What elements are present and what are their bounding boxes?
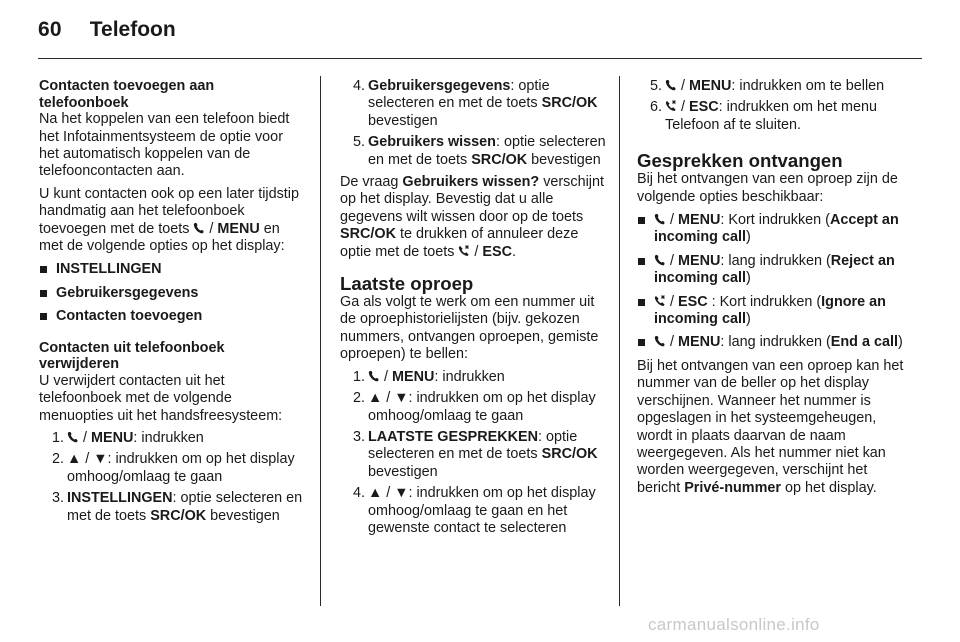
list-item: 5. Gebruikers wissen: optie selecteren en met de toets SRC/OK bevestigen [352, 134, 606, 168]
phone-hangup-icon [665, 99, 676, 116]
column-1 [39, 78, 305, 525]
paragraph: Bij het ontvangen van een oproep zijn de volgende opties beschikbaar: [637, 171, 898, 205]
phone-call-icon [654, 212, 665, 229]
paragraph: De vraag Gebruikers wissen? verschijnt op het display. Bevestig dat u alle gegevens wilt wissen door op de toets SRC/OK te drukken of annuleer deze optie met de toets / ESC. [340, 174, 604, 260]
column-2 [340, 78, 606, 537]
phone-call-icon [654, 253, 665, 270]
page-title: Telefoon [89, 18, 176, 41]
column-divider-1 [320, 76, 321, 606]
phone-hangup-icon [458, 244, 469, 261]
list-item: Gebruikersgegevens [39, 285, 305, 302]
paragraph: U verwijdert contacten uit het telefoonboek met de volgende menuopties uit het handsfreesysteem: [39, 372, 283, 424]
phone-call-icon [67, 430, 78, 447]
list-item: 3. LAATSTE GESPREKKEN: optie selecteren en met de toets SRC/OK bevestigen [352, 428, 598, 480]
list-item: 6. / ESC: indrukken om het menu Telefoon af te sluiten. [649, 99, 877, 133]
paragraph: U kunt contacten ook op een later tijdstip handmatig aan het telefoonboek toevoegen met de toets / MENU en met de volgende opties op het display: [39, 185, 299, 255]
list-item: 5. / MENU: indrukken om te bellen [649, 78, 885, 94]
section-heading-last-call: Laatste oproep [340, 273, 474, 295]
list-item: / MENU: lang indrukken (Reject an incoming call) [637, 253, 907, 288]
list-item: Contacten toevoegen [39, 308, 305, 325]
list-item: 2. ▲ / ▼: indrukken om op het display omhoog/omlaag te gaan [352, 390, 596, 424]
phone-hangup-icon [654, 294, 665, 311]
phone-call-icon [665, 78, 676, 95]
paragraph: Bij het ontvangen van een oproep kan het nummer van de beller op het display verschijnen. Wanneer het nummer is opgeslagen in het systeemgeheugen, wordt in plaats daarvan de naam weergegeven. Als het nummer niet kan worden weergegeven, verschijnt het bericht Privé-nummer op het display. [637, 357, 904, 496]
list-item: 3. INSTELLINGEN: optie selecteren en met de toets SRC/OK bevestigen [51, 490, 303, 524]
list-item: / ESC : Kort indrukken (Ignore an incoming call) [637, 294, 907, 329]
phone-call-icon [193, 221, 204, 238]
section-heading-delete-contacts: Contacten uit telefoonboek verwijderen [39, 339, 225, 373]
column-divider-2 [619, 76, 620, 606]
list-item: / MENU: Kort indrukken (Accept an incoming call) [637, 212, 907, 247]
phone-call-icon [654, 334, 665, 351]
paragraph: Ga als volgt te werk om een nummer uit de oproephistorielijsten (bijv. gekozen nummers, ontvangen oproepen, gemiste oproepen) te bellen: [340, 294, 599, 363]
section-heading-add-contacts: Contacten toevoegen aan telefoonboek [39, 78, 215, 111]
list-item: / MENU: lang indrukken (End a call) [637, 334, 907, 351]
phone-call-icon [368, 369, 379, 386]
list-item: INSTELLINGEN [39, 261, 305, 278]
list-item: 1. / MENU: indrukken [51, 430, 204, 447]
list-item: 4. Gebruikersgegevens: optie selecteren en met de toets SRC/OK bevestigen [352, 78, 598, 129]
paragraph: Na het koppelen van een telefoon biedt het Infotainmentsysteem de optie voor het automatisch koppelen van de telefooncontacten aan. [39, 111, 290, 180]
list-item: 4. ▲ / ▼: indrukken om op het display omhoog/omlaag te gaan en het gewenste contact te selecteren [352, 485, 596, 536]
list-item: 1. / MENU: indrukken [352, 368, 505, 385]
page-number: 60 [38, 18, 62, 41]
header-divider [38, 58, 922, 59]
column-3 [637, 78, 907, 502]
page-header [38, 18, 176, 52]
watermark: carmanualsonline.info [648, 615, 820, 634]
section-heading-receive-calls: Gesprekken ontvangen [637, 150, 843, 172]
list-item: 2. ▲ / ▼: indrukken om op het display omhoog/omlaag te gaan [51, 451, 295, 485]
